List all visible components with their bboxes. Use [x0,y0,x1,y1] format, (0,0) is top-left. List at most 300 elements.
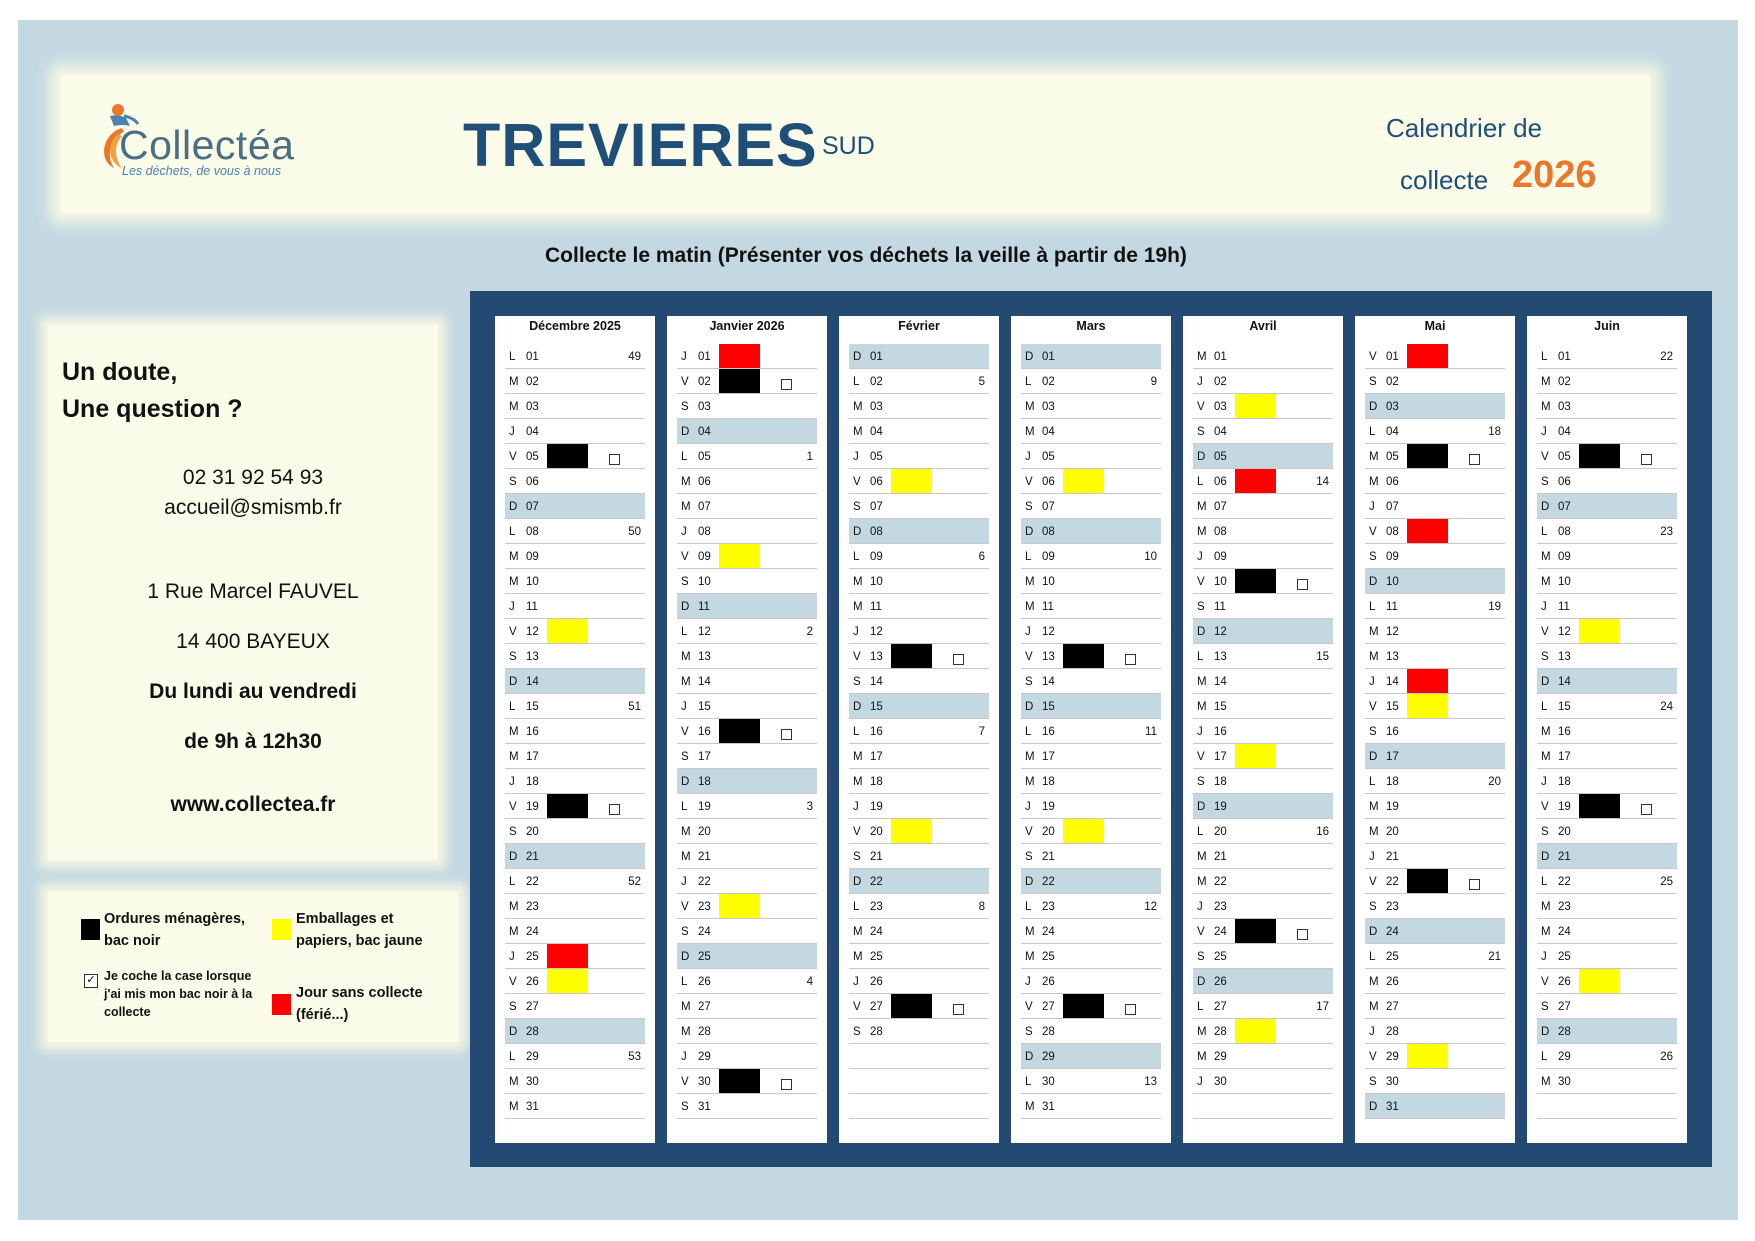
day-letter: J [509,601,515,613]
day-row [1365,369,1505,394]
day-letter: L [509,701,516,713]
day-letter: L [1197,651,1204,663]
day-letter: M [1025,926,1035,938]
day-letter: D [1197,801,1206,813]
day-letter: M [1369,976,1379,988]
day-number: 02 [1214,376,1227,388]
day-letter: M [1025,576,1035,588]
month-name: Mai [1424,319,1446,333]
day-number: 21 [1214,851,1227,863]
day-letter: D [1025,351,1034,363]
day-number: 19 [1214,801,1227,813]
day-number: 14 [1386,676,1399,688]
day-row [1537,694,1677,719]
day-letter: M [681,1001,691,1013]
day-row [849,344,989,369]
day-letter: D [681,601,690,613]
day-row [677,1019,817,1044]
day-letter: S [1541,476,1549,488]
day-letter: D [1197,451,1206,463]
day-number: 25 [1042,951,1055,963]
info-website[interactable]: www.collectea.fr [170,793,336,816]
day-row [1365,1044,1505,1069]
day-row [1021,944,1161,969]
day-letter: S [681,576,689,588]
day-number: 08 [526,526,539,538]
yellow-bin-marker [1407,1044,1448,1068]
day-letter: M [1369,651,1379,663]
day-letter: M [1197,1051,1207,1063]
day-row [1021,694,1161,719]
day-number: 02 [526,376,539,388]
yellow-bin-marker [1579,619,1620,643]
day-letter: M [1025,601,1035,613]
day-row [849,719,989,744]
day-row [505,994,645,1019]
day-number: 20 [526,826,539,838]
day-letter: M [509,551,519,563]
day-letter: J [681,351,687,363]
day-number: 04 [1386,426,1399,438]
logo-name: Collectéa [119,122,295,168]
day-number: 03 [870,401,883,413]
day-letter: J [1025,626,1031,638]
day-letter: L [509,876,516,888]
day-row [849,394,989,419]
legend-yellow-swatch [272,919,291,940]
day-letter: V [1025,826,1033,838]
day-letter: D [1369,1101,1378,1113]
day-letter: S [1541,826,1549,838]
day-row [677,769,817,794]
day-letter: J [853,626,859,638]
week-number: 24 [1660,701,1673,713]
day-row [1365,619,1505,644]
day-number: 25 [1214,951,1227,963]
week-number: 17 [1316,1001,1329,1013]
day-number: 10 [1042,576,1055,588]
day-number: 19 [698,801,711,813]
day-number: 02 [1386,376,1399,388]
day-number: 21 [1042,851,1055,863]
week-number: 51 [628,701,641,713]
week-number: 14 [1316,476,1329,488]
week-number: 4 [806,976,813,988]
day-row [1537,744,1677,769]
day-number: 12 [1558,626,1571,638]
day-row [1537,544,1677,569]
day-number: 25 [1386,951,1399,963]
day-letter: S [1197,601,1205,613]
day-letter: M [853,401,863,413]
day-number: 01 [1042,351,1055,363]
day-number: 22 [1042,876,1055,888]
day-row [849,419,989,444]
day-letter: V [681,376,689,388]
day-letter: S [509,826,517,838]
day-number: 11 [1042,601,1054,613]
day-letter: J [1025,451,1031,463]
day-row [1365,844,1505,869]
calendar-label-line-1: Calendrier de [1386,113,1543,143]
collection-checkbox[interactable] [781,379,792,390]
day-number: 07 [870,501,883,513]
day-row [505,919,645,944]
info-phone: 02 31 92 54 93 [182,466,324,489]
day-row [1365,569,1505,594]
day-number: 08 [1214,526,1227,538]
info-question-1: Un doute, [62,358,178,386]
day-letter: L [1025,901,1032,913]
month-column [1355,316,1515,1143]
day-letter: D [509,1026,518,1038]
day-number: 16 [1386,726,1399,738]
day-row [1021,1094,1161,1119]
day-letter: L [681,976,688,988]
day-number: 30 [526,1076,539,1088]
empty-day-row [1193,1094,1333,1119]
day-number: 26 [1558,976,1571,988]
day-letter: M [1025,1101,1035,1113]
day-letter: J [1025,976,1031,988]
day-number: 31 [1042,1101,1055,1113]
day-number: 23 [1386,901,1399,913]
day-number: 27 [1042,1001,1055,1013]
day-number: 05 [1386,451,1399,463]
week-number: 25 [1660,876,1673,888]
day-row [1365,894,1505,919]
day-letter: M [509,401,519,413]
day-number: 09 [1214,551,1227,563]
collection-checkbox[interactable] [1297,579,1308,590]
day-row [1537,969,1677,994]
day-letter: S [681,926,689,938]
day-number: 18 [870,776,883,788]
day-row [505,469,645,494]
day-row [1193,444,1333,469]
day-number: 16 [698,726,711,738]
day-letter: S [509,651,517,663]
day-row [1021,644,1161,669]
collection-checkbox[interactable] [609,804,620,815]
day-letter: M [853,426,863,438]
day-letter: M [1025,751,1035,763]
yellow-bin-marker [547,619,588,643]
day-row [1193,694,1333,719]
day-row [1193,494,1333,519]
day-row [677,944,817,969]
day-row [1365,744,1505,769]
day-letter: M [853,776,863,788]
day-letter: J [1369,851,1375,863]
holiday-marker [1407,344,1448,368]
day-row [1537,369,1677,394]
day-number: 05 [1214,451,1227,463]
day-letter: M [681,501,691,513]
black-bin-marker [1063,994,1104,1018]
day-number: 08 [1386,526,1399,538]
day-row [1365,644,1505,669]
info-email[interactable]: accueil@smismb.fr [164,496,342,519]
day-row [1021,794,1161,819]
day-letter: M [509,576,519,588]
day-row [677,344,817,369]
day-letter: M [1197,351,1207,363]
month-column [1527,316,1687,1143]
day-row [677,744,817,769]
day-number: 15 [870,701,883,713]
day-number: 21 [698,851,711,863]
day-row [1193,869,1333,894]
day-number: 17 [1386,751,1399,763]
day-row [1537,769,1677,794]
day-letter: J [509,426,515,438]
day-row [1021,419,1161,444]
day-row [505,344,645,369]
collection-checkbox[interactable] [781,1079,792,1090]
day-row [505,794,645,819]
day-row [849,444,989,469]
legend-black-swatch [81,919,100,940]
day-letter: M [1025,951,1035,963]
day-row [1365,394,1505,419]
week-number: 50 [628,526,641,538]
day-number: 31 [1386,1101,1399,1113]
day-number: 03 [698,401,711,413]
day-number: 27 [1558,1001,1571,1013]
day-letter: V [1025,651,1033,663]
day-row [505,519,645,544]
day-row [1537,619,1677,644]
day-letter: D [1369,401,1378,413]
day-letter: M [509,1076,519,1088]
day-number: 23 [1558,901,1571,913]
day-letter: M [681,1026,691,1038]
day-number: 06 [1214,476,1227,488]
day-row [1365,869,1505,894]
day-number: 11 [1558,601,1570,613]
day-row [1193,1069,1333,1094]
day-number: 07 [698,501,711,513]
collection-checkbox[interactable] [953,1004,964,1015]
day-letter: M [1197,851,1207,863]
day-row [505,619,645,644]
day-letter: M [681,476,691,488]
week-number: 2 [806,626,813,638]
day-letter: M [1369,626,1379,638]
day-row [1537,1044,1677,1069]
day-letter: D [1369,576,1378,588]
day-letter: M [1197,501,1207,513]
collection-checkbox[interactable] [781,729,792,740]
day-number: 04 [698,426,711,438]
collection-checkbox[interactable] [609,454,620,465]
day-number: 06 [1386,476,1399,488]
day-letter: V [1541,626,1549,638]
day-row [677,794,817,819]
day-number: 01 [870,351,883,363]
day-row [1365,344,1505,369]
day-letter: J [1197,551,1203,563]
day-letter: M [1541,576,1551,588]
day-row [1193,369,1333,394]
day-row [1193,519,1333,544]
day-number: 30 [1042,1076,1055,1088]
day-letter: D [681,776,690,788]
logo-tagline: Les déchets, de vous à nous [122,164,282,178]
holiday-marker [1235,469,1276,493]
day-number: 26 [698,976,711,988]
day-number: 30 [698,1076,711,1088]
day-row [1365,494,1505,519]
day-number: 13 [870,651,883,663]
collection-checkbox[interactable] [1641,454,1652,465]
day-letter: V [853,826,861,838]
day-letter: J [509,776,515,788]
day-row [677,869,817,894]
week-number: 23 [1660,526,1673,538]
info-hours-time: de 9h à 12h30 [184,730,322,753]
info-address-street: 1 Rue Marcel FAUVEL [147,580,359,603]
yellow-bin-marker [1235,744,1276,768]
day-row [505,569,645,594]
day-row [677,444,817,469]
day-row [1537,644,1677,669]
day-row [505,769,645,794]
day-row [849,494,989,519]
day-row [1537,894,1677,919]
day-row [505,494,645,519]
day-letter: M [509,751,519,763]
day-row [677,694,817,719]
day-row [1021,444,1161,469]
day-row [1021,569,1161,594]
day-letter: L [1369,951,1376,963]
day-number: 09 [1042,551,1055,563]
empty-day-row [849,1069,989,1094]
day-row [1537,1069,1677,1094]
day-letter: L [681,626,688,638]
day-number: 31 [698,1101,711,1113]
day-row [1365,1094,1505,1119]
day-row [1021,769,1161,794]
calendar-label-line-2: collecte [1400,165,1489,195]
day-number: 13 [1558,651,1571,663]
week-number: 52 [628,876,641,888]
collection-checkbox[interactable] [953,654,964,665]
day-number: 15 [1558,701,1571,713]
day-number: 24 [1042,926,1055,938]
day-letter: J [1025,801,1031,813]
sector-label: SUD [822,132,875,160]
day-letter: M [1541,1076,1551,1088]
day-row [849,894,989,919]
day-number: 26 [1042,976,1055,988]
day-row [1365,794,1505,819]
day-letter: M [1369,826,1379,838]
day-letter: L [1197,1001,1204,1013]
day-letter: L [681,451,688,463]
holiday-marker [719,344,760,368]
day-row [677,519,817,544]
collection-checkbox[interactable] [1469,454,1480,465]
day-number: 15 [526,701,539,713]
day-row [1537,344,1677,369]
day-row [677,894,817,919]
collection-checkbox[interactable] [1469,879,1480,890]
day-row [1365,969,1505,994]
day-number: 15 [1042,701,1055,713]
day-row [677,1069,817,1094]
day-letter: S [681,401,689,413]
week-number: 7 [978,726,985,738]
day-letter: V [1197,751,1205,763]
day-number: 05 [1042,451,1055,463]
yellow-bin-marker [891,819,932,843]
day-row [677,419,817,444]
day-row [1193,794,1333,819]
day-row [1365,1019,1505,1044]
collection-checkbox[interactable] [1125,654,1136,665]
week-number: 20 [1488,776,1501,788]
week-number: 1 [806,451,813,463]
collection-checkbox[interactable] [1297,929,1308,940]
day-letter: L [853,551,860,563]
collection-checkbox[interactable] [1125,1004,1136,1015]
day-number: 16 [870,726,883,738]
day-number: 05 [870,451,883,463]
yellow-bin-marker [1063,819,1104,843]
day-letter: D [1541,676,1550,688]
day-letter: J [1369,676,1375,688]
day-number: 25 [698,951,711,963]
day-number: 18 [698,776,711,788]
day-number: 24 [1386,926,1399,938]
day-letter: V [853,476,861,488]
week-number: 22 [1660,351,1673,363]
day-letter: S [1197,776,1205,788]
day-letter: D [681,426,690,438]
day-letter: V [681,1076,689,1088]
day-row [1193,1044,1333,1069]
day-letter: M [1541,926,1551,938]
day-row [849,844,989,869]
day-number: 04 [1558,426,1571,438]
holiday-marker [547,944,588,968]
day-row [849,919,989,944]
day-number: 17 [1558,751,1571,763]
day-row [677,544,817,569]
holiday-marker [1407,669,1448,693]
day-number: 17 [1042,751,1055,763]
day-letter: S [1197,951,1205,963]
day-letter: S [1541,1001,1549,1013]
day-number: 27 [1214,1001,1227,1013]
day-letter: J [1541,776,1547,788]
day-row [849,994,989,1019]
day-letter: L [853,376,860,388]
day-number: 19 [1386,801,1399,813]
month-name: Juin [1594,319,1620,333]
week-number: 26 [1660,1051,1673,1063]
collection-checkbox[interactable] [1641,804,1652,815]
day-row [1021,994,1161,1019]
day-number: 04 [526,426,539,438]
day-letter: J [1369,1026,1375,1038]
day-row [1021,1069,1161,1094]
day-number: 06 [526,476,539,488]
day-number: 27 [698,1001,711,1013]
